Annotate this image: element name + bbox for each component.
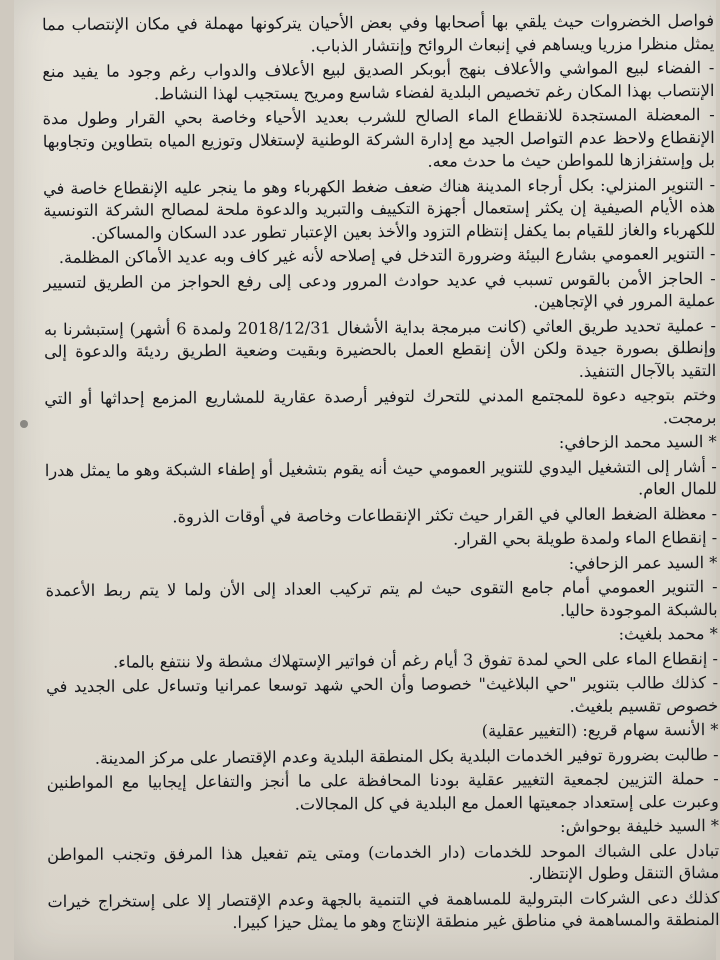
speaker-heading: * السيد محمد الزحافي: [558,431,717,452]
paper-spot [20,420,28,428]
document-body [42,10,720,938]
bullet-item: - طالبت بضرورة توفير الخدمات البلدية بكل المنطقة البلدية وعدم الإقتصار على مركز المدينة. [94,744,719,768]
bullet-item: - كذلك طالب بتنوير "حي البلاغيث" خصوصا وأن الحي شهد توسعا عمرانيا وتساءل على الجديد في خصوص تقسيم بلغيث. [46,672,719,716]
speaker-heading: * محمد بلغيث: [618,623,718,644]
bullet-item: - عملية تحديد طريق العاثي (كانت مبرمجة بداية الأشغال 2018/12/31 ولمدة 6 أشهر) إستبشرنا به وإنطلق بصورة جيدة ولكن الأن إنقطع العمل بالحضيرة وبقيت وضعية الطريق رديئة والدعوة إلى التقيد بالآجال التنفيذ. [43,315,717,381]
paragraph: وختم بتوجيه دعوة للمجتمع المدني للتحرك لتوفير أرصدة عقارية للمشاريع المزمع إحداثها أو التي برمجت. [44,384,717,427]
bullet-item: - إنقطاع الماء ولمدة طويلة بحي القرار. [453,527,718,549]
bullet-item: - حملة التزيين لجمعية التغيير عقلية بودنا المحافظة على ما أنجز والتفاعل إيجابيا مع المواطنين وعبرت على إستعداد جمعيتها العمل مع البلدية في كل المجالات. [46,768,719,814]
paper-sheet [14,0,720,960]
bullet-item: - التنوير العمومي أمام جامع التقوى حيث لم يتم تركيب العداد إلى الأن ولما لا يتم ربط الأعمدة بالشبكة الموجودة حاليا. [45,576,718,620]
paragraph: فواصل الخضروات حيث يلقي بها أصحابها وفي بعض الأحيان يتركونها مهملة في مكان الإنتصاب مما يمثل منظرا مزريا ويساهم في إنبعاث الروائح وإنتشار الذباب. [42,10,715,55]
speaker-heading: * السيد خليفة بوحواش: [560,815,720,836]
bullet-item: - أشار إلى التشغيل اليدوي للتنوير العمومي حيث أنه يقوم بتشغيل أو إطفاء الشبكة وهو ما يمثل هدرا للمال العام. [44,456,717,499]
speaker-heading: * الأنسة سهام قريع: (التغيير عقلية) [481,719,719,741]
bullet-item: - الحاجز الأمن بالقوس تسبب في عديد حوادث المرور ودعى إلى رفع الحواجز من الطريق لتسيير عملية المرور في الإتجاهين. [43,268,716,312]
paragraph: كذلك دعى الشركات البترولية للمساهمة في التنمية بالجهة وعدم الإقتصار إلا على إستخراج خيرات المنطقة والمساهمة في مناطق غير منطقة الإنتاج وهو ما يمثل حيزا كبيرا. [47,887,720,932]
paragraph: تبادل على الشباك الموحد للخدمات (دار الخدمات) ومتى يتم تفعيل هذا المرفق وتجنب المواطن مشاق التنقل وطول الإنتظار. [47,840,720,884]
bullet-item: - التنوير العمومي بشارع البيئة وضرورة التدخل في إصلاحه لأنه غير كاف وبه عديد الأماكن المظلمة. [58,243,716,268]
bullet-item: - التنوير المنزلي: بكل أرجاء المدينة هناك ضعف ضغط الكهرباء وهو ما ينجر عليه الإنقطاع خاصة في هذه الأيام الصيفية إن يكثر إستعمال أجهزة التكييف والتبريد والدعوة ملحة لمصالح الشركة التونسية للكهرباء والغاز للقيام بما يكفل إنتظام التزود والأخذ بعين الإعتبار تطور عدد السكان والمساكن. [43,174,716,243]
bullet-item: - إنقطاع الماء على الحي لمدة تفوق 3 أيام رغم أن فواتير الإستهلاك مشطة ولا ننتفع بالماء. [113,648,719,672]
speaker-heading: * السيد عمر الزحافي: [568,552,718,573]
bullet-item: - الفضاء لبيع المواشي والأعلاف بنهج أبوبكر الصديق لبيع الأعلاف والدواب رغم وجود ما يفيد منع الإنتصاب بهذا المكان رغم تخصيص البلدية لفضاء شاسع ومريح يستجيب لهذا النشاط. [42,57,715,103]
bullet-item: - معظلة الضغط العالي في القرار حيث تكثر الإنقطاعات وخاصة في أوقات الذروة. [172,503,718,526]
bullet-item: - المعضلة المستجدة للانقطاع الماء الصالح للشرب بعديد الأحياء وخاصة بحي القرار وطول مدة الإنقطاع ولاحظ عدم التواصل الجيد مع إدارة الشركة الوطنية لإستغلال وتوزيع المياه بتطاوين وتجاوبها بل وإستفزازها للمواطن حيث ما حدث معه. [42,104,715,171]
